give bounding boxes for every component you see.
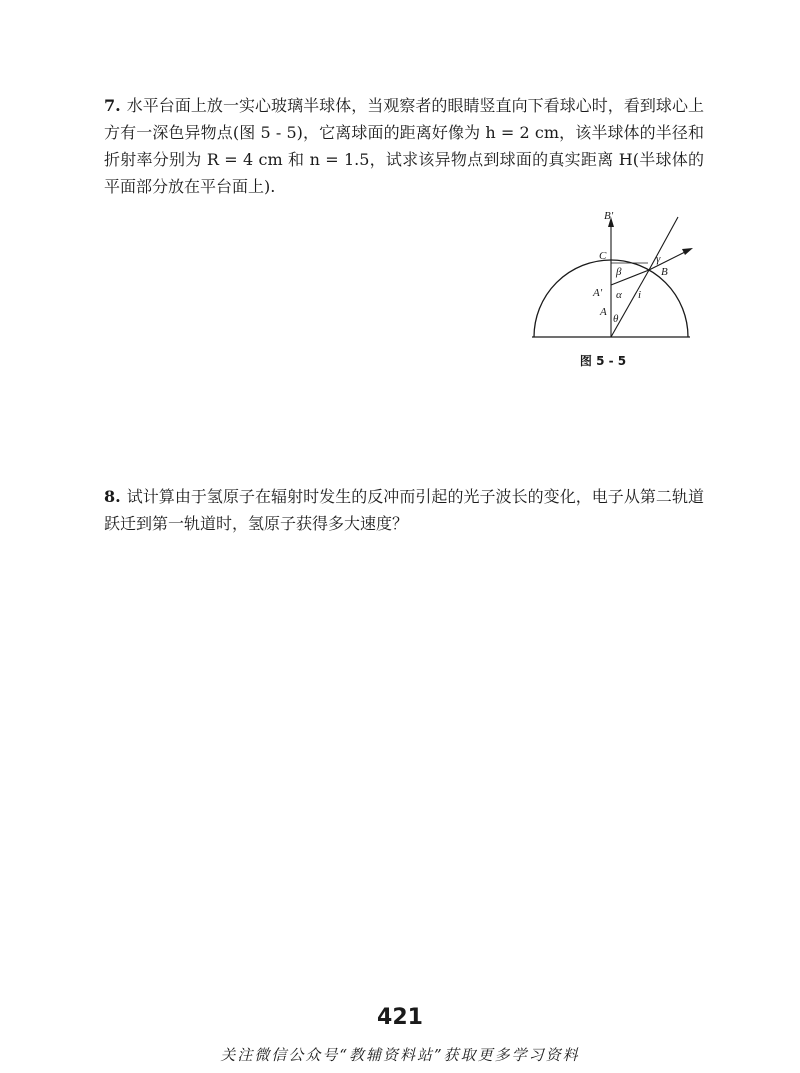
ray-center-to-b [611,270,649,337]
figure-caption: 图 5 - 5 [579,354,627,368]
page-number: 421 [377,1005,423,1030]
label-a: A [600,306,607,318]
label-i: i [638,289,642,301]
problem-7-number: 7. [104,96,121,115]
arrow-refracted [682,248,693,255]
problem-8 [104,483,704,537]
label-gamma: γ [656,253,661,265]
hemisphere-diagram [520,205,710,375]
label-alpha: α [616,289,622,301]
label-a-prime: A′ [593,287,603,299]
problem-8-number: 8. [104,487,121,506]
normal-extension [649,217,678,270]
label-beta: β [616,266,622,278]
label-b-prime: B′ [604,210,614,222]
footer-watermark: 关注微信公众号“教辅资料站”获取更多学习资料 [220,1046,580,1064]
problem-7-text: 水平台面上放一实心玻璃半球体，当观察者的眼睛竖直向下看球心时，看到球心上方有一深色异物点(图 5 - 5)，它离球面的距离好像为 h = 2 cm，该半球体的半径和折射率分别为 R = 4 cm 和 n = 1.5，试求该异物点到球面的真实距离 H(半球体的平面部分放在平台面上). [104,96,704,196]
label-theta: θ [613,313,619,325]
label-c: C [599,250,607,262]
problem-8-text: 试计算由于氢原子在辐射时发生的反冲而引起的光子波长的变化，电子从第二轨道跃迁到第一轨道时，氢原子获得多大速度？ [104,487,704,533]
label-b: B [661,266,668,278]
problem-7 [104,92,704,200]
figure-5-5 [520,205,710,375]
